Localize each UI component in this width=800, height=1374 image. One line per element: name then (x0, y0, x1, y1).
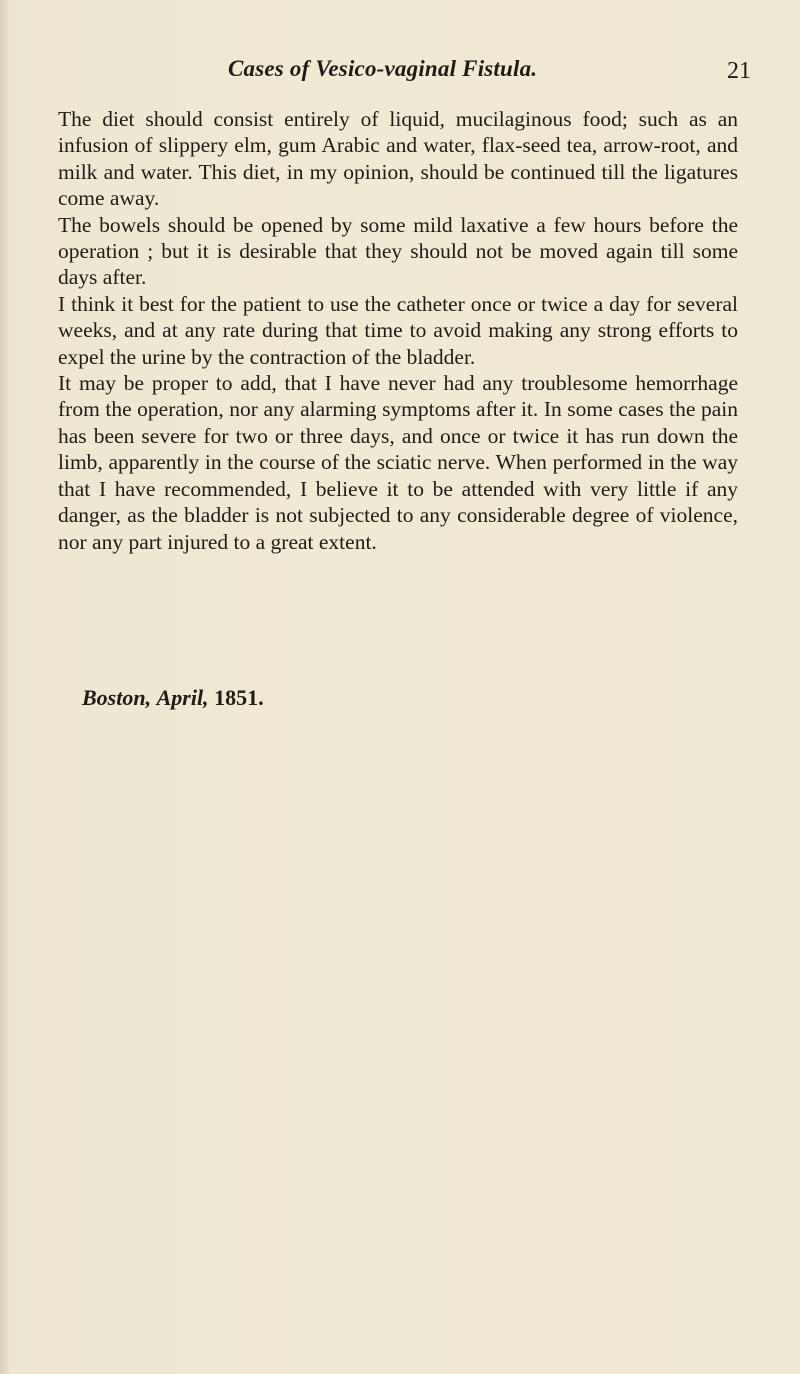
page-number: 21 (727, 58, 751, 84)
signoff-date-line (82, 685, 264, 711)
running-title: Cases of Vesico-vaginal Fistula. (228, 56, 538, 81)
paragraph-diet: The diet should consist entirely of liquid, mucilaginous food; such as an infusion of slippery elm, gum Arabic and water, flax-seed tea, arrow-root, and milk and water. This diet, in my opinion, should be continued till the ligatures come away. (58, 107, 738, 211)
paragraph-bowels: The bowels should be opened by some mild laxative a few hours before the operation ; but it is desirable that they should not be moved again till some days after. (58, 212, 738, 290)
page-edge-shadow (0, 0, 10, 1374)
signoff-year: 1851. (214, 685, 264, 710)
body-text (58, 106, 738, 555)
paragraph-catheter: I think it best for the patient to use the catheter once or twice a day for several weeks, and at any rate during that time to avoid making any strong efforts to expel the urine by the contraction of the bladder. (58, 291, 738, 369)
signoff-month: April, (156, 685, 209, 710)
paragraph-hemorrhage: It may be proper to add, that I have never had any troublesome hemorrhage from the operation, nor any alarming symptoms after it. In some cases the pain has been severe for two or three days, and once or twice it has run down the limb, apparently in the course of the sciatic nerve. When performed in the way that I have recommended, I believe it to be attended with very little if any danger, as the bladder is not subjected to any considerable degree of violence, nor any part injured to a great extent. (58, 371, 738, 554)
running-head (0, 56, 800, 88)
signoff-place: Boston, (82, 685, 152, 710)
